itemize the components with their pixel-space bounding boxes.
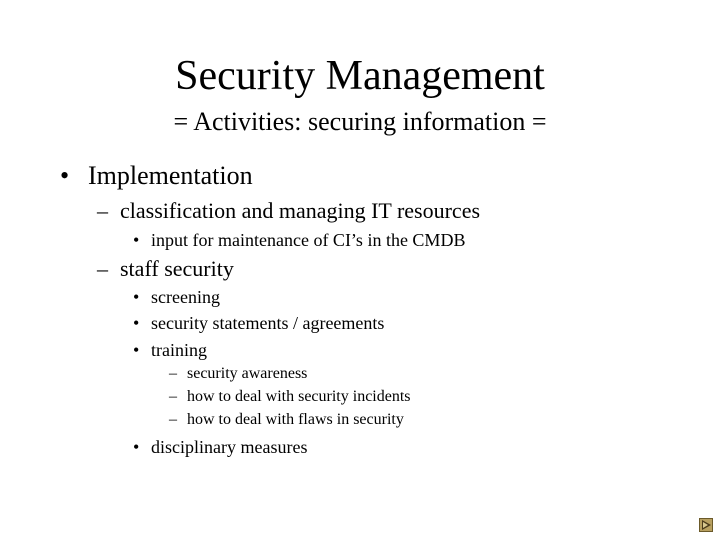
item-text: training bbox=[151, 340, 207, 360]
item-text: screening bbox=[151, 287, 220, 307]
dash-marker: – bbox=[97, 198, 108, 223]
next-slide-arrow-icon[interactable] bbox=[699, 518, 713, 532]
bullet-marker: • bbox=[133, 287, 140, 307]
bullet-marker: • bbox=[133, 313, 140, 333]
dash-marker: – bbox=[169, 411, 177, 428]
slide-title: Security Management bbox=[175, 53, 545, 99]
bullet-marker: • bbox=[133, 230, 140, 250]
bullet-text: Implementation bbox=[88, 161, 253, 190]
dash-marker: – bbox=[169, 365, 177, 382]
subbullet-text: staff security bbox=[120, 256, 234, 281]
subitem-text: how to deal with flaws in security bbox=[187, 411, 404, 428]
slide-subtitle: = Activities: securing information = bbox=[173, 107, 547, 136]
bullet-marker: • bbox=[133, 437, 140, 457]
dash-marker: – bbox=[169, 388, 177, 405]
subitem-text: security awareness bbox=[187, 365, 308, 382]
dash-marker: – bbox=[97, 256, 108, 281]
bullet-marker: • bbox=[133, 340, 140, 360]
item-text: disciplinary measures bbox=[151, 437, 308, 457]
subbullet-text: classification and managing IT resources bbox=[120, 198, 481, 223]
item-text: security statements / agreements bbox=[151, 313, 385, 333]
bullet-marker: • bbox=[60, 161, 70, 190]
subitem-text: how to deal with security incidents bbox=[187, 388, 411, 405]
item-text: input for maintenance of CI’s in the CMDB bbox=[151, 230, 466, 250]
